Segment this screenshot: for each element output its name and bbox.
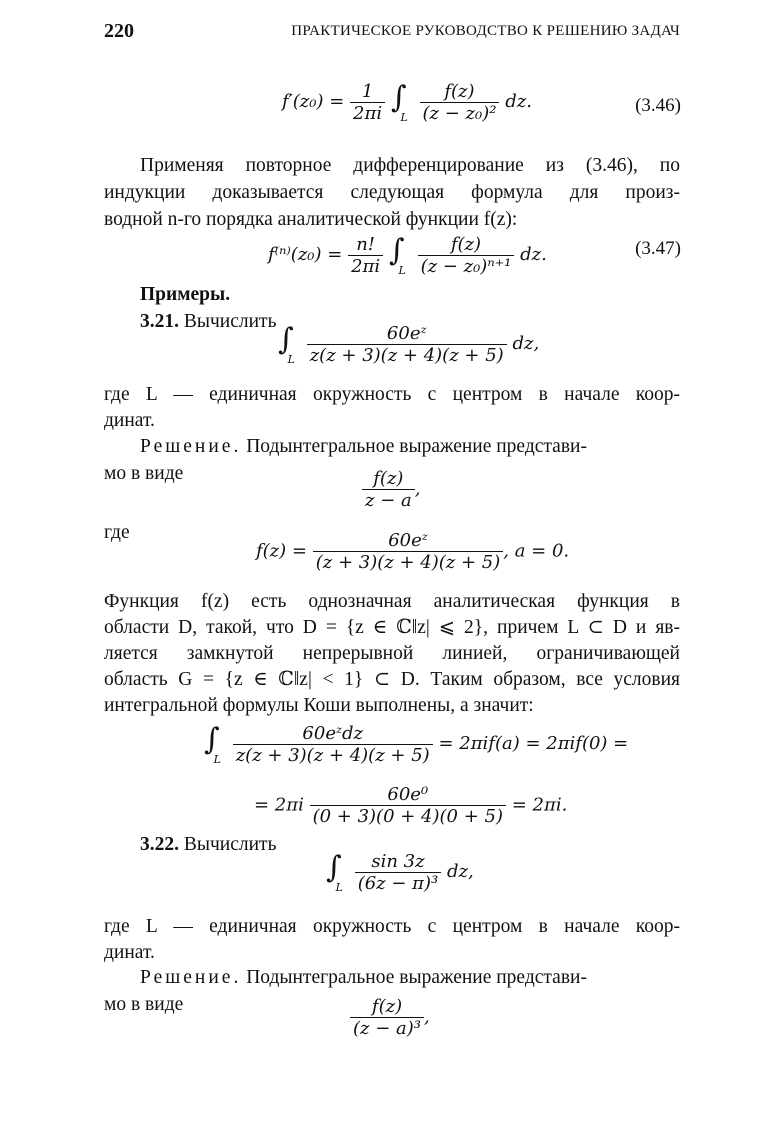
equation-result-line1 (204, 722, 628, 766)
frac-den: z(z + 3)(z + 4)(z + 5) (235, 744, 430, 766)
fraction (233, 723, 433, 766)
eq-tail: dz, (512, 333, 540, 354)
paragraph-line: динат. (104, 942, 155, 963)
eq-lhs: = 2πi (254, 794, 304, 816)
running-header (104, 20, 680, 50)
integral-subscript: L (398, 264, 406, 277)
examples-heading: Примеры. (140, 284, 231, 305)
fraction (362, 468, 415, 511)
solution-text: Подынтегральное выражение представи- (241, 436, 587, 457)
paragraph-line: где L — единичная окружность с центром в начале коор- (104, 916, 680, 937)
integral-sign: ∫ (278, 322, 294, 357)
frac-den: (6z − π)³ (357, 872, 439, 894)
solution-label: Решение. (140, 436, 242, 457)
frac-den: (z − a)³ (353, 1018, 422, 1039)
example-verb: Вычислить (183, 834, 277, 855)
frac-den: z − a (365, 490, 412, 511)
equation-ex322-integral (326, 850, 474, 894)
example-number: 3.22. (140, 834, 179, 855)
eq-tail: dz. (505, 91, 532, 112)
frac-num: f(z) (420, 81, 500, 103)
paragraph-line: где L — единичная окружность с центром в начале коор- (104, 384, 680, 405)
page-number: 220 (104, 20, 134, 42)
integral-subscript: L (213, 753, 221, 766)
equation-form (350, 996, 430, 1039)
frac-den: z(z + 3)(z + 4)(z + 5) (309, 344, 504, 366)
equation-3-47 (268, 233, 547, 277)
frac-num: f(z) (350, 996, 424, 1018)
frac-num: 60e⁰ (310, 784, 506, 806)
frac-num: f(z) (362, 468, 415, 490)
eq-rhs: = 2πif(a) = 2πif(0) = (438, 733, 629, 754)
example-number: 3.21. (140, 311, 179, 332)
paragraph-line: водной n-го порядка аналитической функции f(z): (104, 209, 518, 230)
paragraph-line: Применяя повторное дифференцирование из (3.46), по (140, 155, 680, 176)
frac-num: 60eᶻdz (233, 723, 433, 745)
frac-num: 60eᶻ (313, 530, 504, 552)
fraction (307, 323, 507, 366)
solution-label: Решение. (140, 967, 242, 988)
integral-sign: ∫ (204, 722, 220, 757)
integral-subscript: L (335, 881, 343, 894)
running-title: ПРАКТИЧЕСКОЕ РУКОВОДСТВО К РЕШЕНИЮ ЗАДАЧ (291, 23, 680, 39)
fraction (348, 234, 383, 277)
frac-den: (z − z₀)ⁿ⁺¹ (420, 255, 512, 277)
paragraph-line: мо в виде (104, 463, 184, 484)
paragraph-line: динат. (104, 410, 155, 431)
equation-ex321-integral (278, 322, 539, 366)
solution-line (140, 965, 680, 991)
integral-subscript: L (287, 353, 295, 366)
equation-f-definition (256, 530, 569, 573)
fraction (310, 784, 506, 827)
integral-sign: ∫ (388, 233, 405, 268)
frac-den: (z − z₀)² (422, 102, 497, 124)
solution-line (140, 434, 680, 460)
equation-form (362, 468, 420, 511)
frac-den: 2πi (353, 102, 383, 124)
frac-num: n! (348, 234, 383, 256)
fraction (418, 234, 515, 277)
fraction (355, 851, 442, 894)
eq-tail: , (424, 1006, 430, 1028)
paragraph-line: ляется замкнутой непрерывной линией, ограничивающей (104, 643, 680, 664)
frac-num: 60eᶻ (307, 323, 507, 345)
equation-number: (3.47) (635, 238, 681, 259)
example-title (140, 832, 276, 858)
frac-den: (0 + 3)(0 + 4)(0 + 5) (312, 806, 504, 827)
fraction (350, 996, 424, 1039)
eq-lhs: f(z) = (256, 540, 307, 562)
integral-sign: ∫ (326, 850, 342, 885)
equation-result-line2 (254, 784, 567, 827)
fraction (350, 81, 385, 124)
example-title (140, 309, 276, 335)
frac-num: f(z) (418, 234, 515, 256)
fraction (313, 530, 504, 573)
paragraph-line: Функция f(z) есть однозначная аналитическая функция в (104, 591, 680, 612)
integral-sign: ∫ (390, 80, 407, 115)
frac-num: 1 (350, 81, 385, 103)
eq-lhs: f′(z₀) = (282, 91, 345, 112)
eq-tail: , (414, 478, 421, 500)
frac-num: sin 3z (355, 851, 442, 873)
equation-number: (3.46) (635, 95, 681, 116)
frac-den: 2πi (351, 255, 381, 277)
eq-tail: , a = 0. (503, 540, 570, 562)
equation-3-46 (282, 80, 532, 124)
example-verb: Вычислить (183, 311, 277, 332)
frac-den: (z + 3)(z + 4)(z + 5) (315, 552, 501, 573)
solution-text: Подынтегральное выражение представи- (241, 967, 587, 988)
paragraph-line: мо в виде (104, 994, 184, 1015)
eq-tail: dz, (446, 861, 474, 882)
paragraph-line: области D, такой, что D = {z ∈ ℂ‖z| ⩽ 2}, причем L ⊂ D и яв- (104, 617, 680, 638)
paragraph-line: интегральной формулы Коши выполнены, а значит: (104, 695, 534, 716)
paragraph-line: где (104, 522, 130, 543)
integral-subscript: L (400, 111, 408, 124)
eq-tail: dz. (520, 244, 547, 265)
eq-rhs: = 2πi. (511, 794, 568, 816)
paragraph-line: индукции доказывается следующая формула для произ- (104, 182, 680, 203)
fraction (420, 81, 500, 124)
paragraph-line: область G = {z ∈ ℂ‖z| < 1} ⊂ D. Таким образом, все условия (104, 669, 680, 690)
eq-lhs: f⁽ⁿ⁾(z₀) = (268, 244, 343, 265)
